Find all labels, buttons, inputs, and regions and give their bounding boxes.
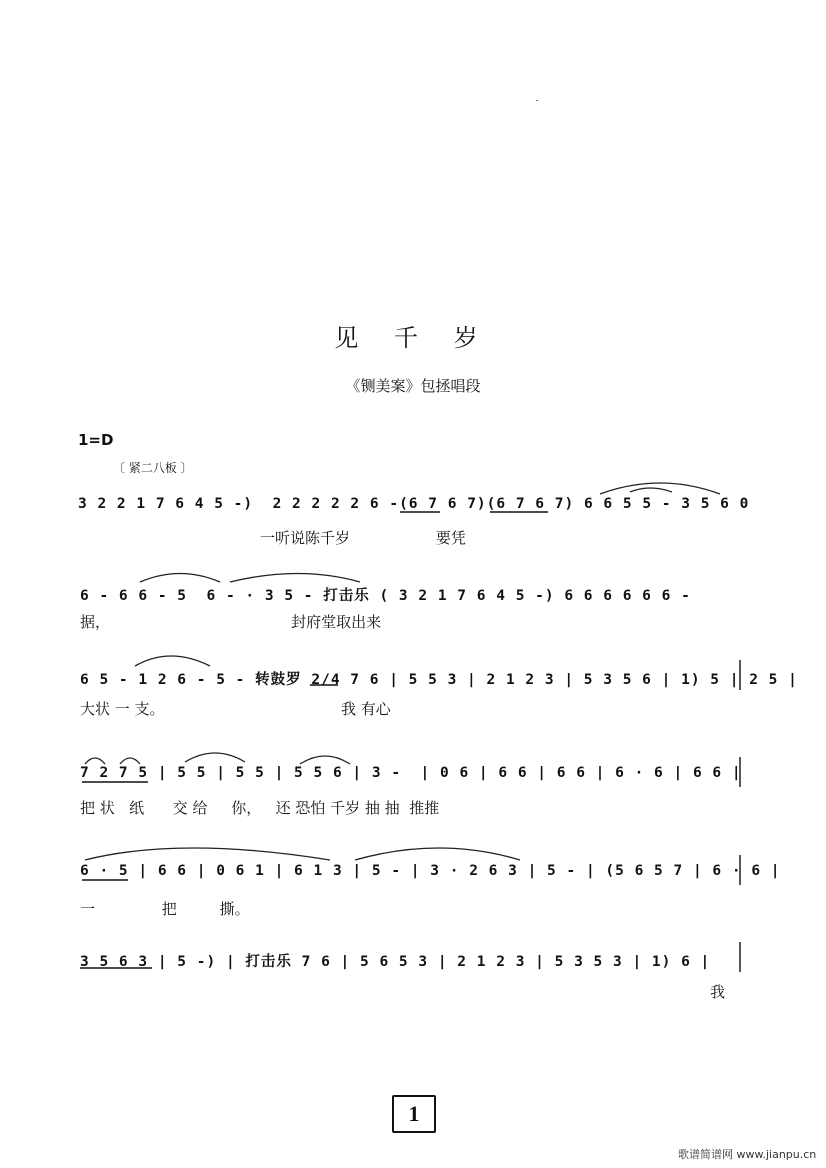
- notation-line-5: 6 · 5 | 6 6 | 0 6 1 | 6 1 3 | 5 - | 3 · 2 6 3 | 5 - | (5 6 5 7 | 6 · 6 |: [80, 863, 781, 879]
- key-signature: 1=D: [78, 431, 114, 449]
- notation-line-4: 7 2 7 5 | 5 5 | 5 5 | 5 5 6 | 3 - | 0 6 | 6 6 | 6 6 | 6 · 6 | 6 6 |: [80, 765, 742, 781]
- lyrics-line-1: 一听说陈千岁 要凭: [260, 529, 466, 547]
- watermark-text: 歌谱简谱网 www.jianpu.cn: [678, 1148, 817, 1161]
- page-number: 1: [392, 1095, 436, 1133]
- slur-mark: [85, 848, 330, 860]
- slur-mark: [300, 756, 350, 764]
- slur-mark: [185, 753, 245, 762]
- song-subtitle: 《铡美案》包拯唱段: [345, 377, 481, 395]
- slur-mark: [355, 848, 520, 860]
- slur-mark: [140, 574, 220, 583]
- slur-mark: [630, 488, 672, 492]
- lyrics-line-2: 据， 封府堂取出来: [80, 613, 382, 631]
- notation-line-2: 6 - 6 6 - 5 6 - · 3 5 - 打击乐 ( 3 2 1 7 6 4 5 -) 6 6 6 6 6 6 -: [80, 588, 691, 604]
- notation-line-3: 6 5 - 1 2 6 - 5 - 转鼓罗 2/4 7 6 | 5 5 3 | 2 1 2 3 | 5 3 5 6 | 1) 5 | 2 5 |: [80, 672, 798, 688]
- lyrics-line-5: 一 把 撕。: [80, 900, 250, 918]
- slur-mark: [120, 758, 140, 764]
- tempo-marking: 〔 紧二八板 〕: [113, 461, 193, 475]
- song-title: 见 千 岁: [334, 324, 492, 352]
- lyrics-line-3: 大状 一 支。 我 有心: [80, 700, 391, 718]
- notation-line-6: 3 5 6 3 | 5 -) | 打击乐 7 6 | 5 6 5 3 | 2 1 2 3 | 5 3 5 3 | 1) 6 |: [80, 954, 711, 970]
- slur-mark: [85, 758, 105, 764]
- notation-line-1: 3 2 2 1 7 6 4 5 -) 2 2 2 2 2 6 -(6 7 6 7)(6 7 6 7) 6 6 5 5 - 3 5 6 0: [78, 496, 750, 512]
- slur-mark: [230, 574, 360, 583]
- lyrics-line-6: 我: [710, 983, 726, 1001]
- lyrics-line-4: 把 状 纸 交 给 你， 还 恐怕 千岁 抽 抽 推推: [80, 799, 440, 817]
- slur-mark: [135, 656, 210, 666]
